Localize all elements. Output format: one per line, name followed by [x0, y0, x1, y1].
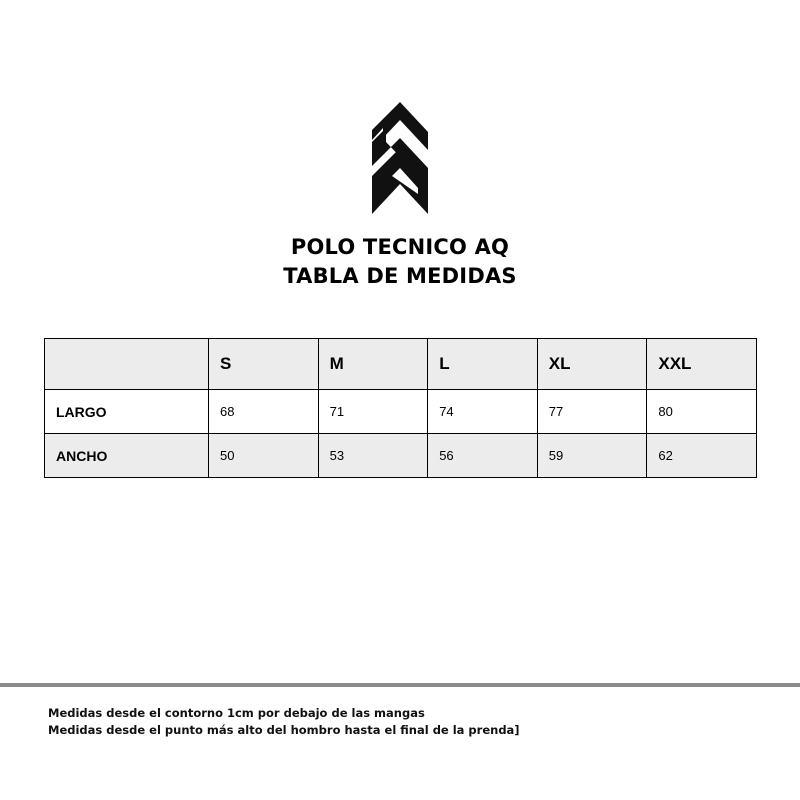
- cell-ancho-xxl: 62: [647, 434, 757, 478]
- size-header-m: M: [318, 339, 428, 390]
- logo-chevron-bottom: [372, 148, 428, 214]
- cell-ancho-s: 50: [209, 434, 319, 478]
- brand-chevron-logo-icon: [372, 102, 428, 214]
- cell-largo-s: 68: [209, 390, 319, 434]
- note-line-2: Medidas desde el punto más alto del hombro hasta el final de la prenda]: [48, 723, 520, 737]
- cell-largo-xl: 77: [537, 390, 647, 434]
- table-title: TABLA DE MEDIDAS: [283, 264, 517, 288]
- size-header-l: L: [428, 339, 538, 390]
- corner-cell: [45, 339, 209, 390]
- footer-divider: [0, 683, 800, 687]
- cell-ancho-xl: 59: [537, 434, 647, 478]
- size-chart-table: [44, 338, 757, 478]
- row-label-ancho: ANCHO: [45, 434, 209, 478]
- cell-largo-xxl: 80: [647, 390, 757, 434]
- measurement-notes: [48, 705, 520, 739]
- cell-ancho-l: 56: [428, 434, 538, 478]
- table-row-ancho: [45, 434, 757, 478]
- row-label-largo: LARGO: [45, 390, 209, 434]
- size-header-s: S: [209, 339, 319, 390]
- size-header-xl: XL: [537, 339, 647, 390]
- cell-largo-l: 74: [428, 390, 538, 434]
- size-header-xxl: XXL: [647, 339, 757, 390]
- cell-largo-m: 71: [318, 390, 428, 434]
- size-header-row: [45, 339, 757, 390]
- table-row-largo: [45, 390, 757, 434]
- cell-ancho-m: 53: [318, 434, 428, 478]
- note-line-1: Medidas desde el contorno 1cm por debajo de las mangas: [48, 706, 425, 720]
- product-title: POLO TECNICO AQ: [290, 235, 510, 259]
